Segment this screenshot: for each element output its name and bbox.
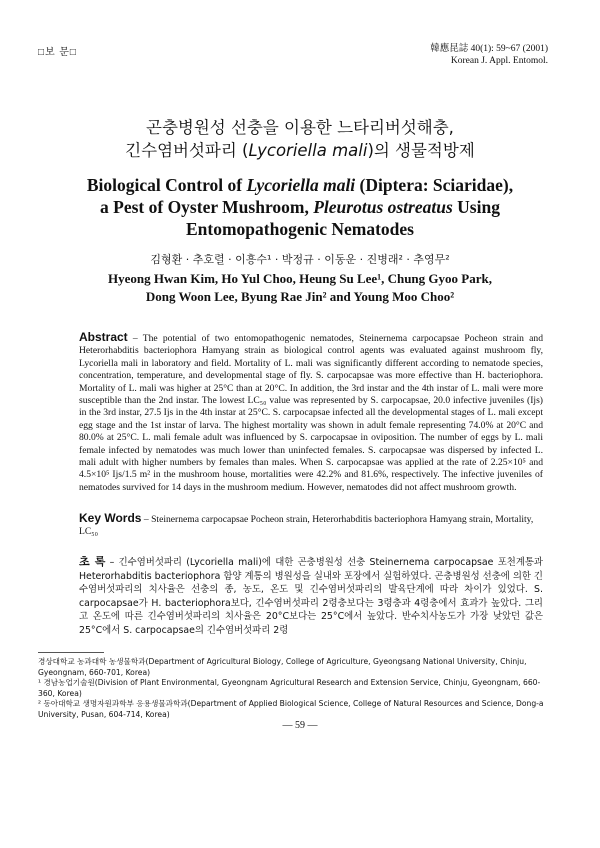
english-title-line2-part1: a Pest of Oyster Mushroom, — [100, 197, 314, 217]
korean-authors: 김형환 · 추호렬 · 이흥수¹ · 박정규 · 이동운 · 진병래² · 추영무² — [150, 253, 450, 266]
english-title-line1-part1: Biological Control of — [86, 175, 247, 195]
korean-summary-text: – 긴수염버섯파리 (Lycoriella mali)에 대한 곤충병원성 선충 Steinernema carpocapsae 포천계통과 Heterorhabditis bacteriophora 함양 계통의 병원성을 실내와 포장에서 실험하였다. 곤충병원성 선충에 의한 긴수염버섯파리의 치사율은 선충의 종, 농도, 온도 및 긴수염버섯파리의 발육단계에 따라 차이가 있었다. S. carpocapsae가 H. bacteriophora보다, 긴수염버섯파리 2령충보다는 3령충과 4령충에서 효과가 높았다. 그리고 온도에 따른 긴수염버섯파리의 치사율은 20°C보다는 25°C에서 높았다. 반수치사농도가 가장 낮았던 값은 25°C에서 S. carpocapsae의 긴수염버섯파리 2령 — [79, 557, 543, 636]
english-authors — [0, 270, 600, 306]
english-authors-line1: Hyeong Hwan Kim, Ho Yul Choo, Heung Su Lee¹, Chung Gyoo Park, — [108, 271, 492, 286]
english-title-line2-part2: Using — [452, 197, 500, 217]
english-title-line2 — [0, 196, 600, 218]
english-title-line1 — [0, 174, 600, 196]
footnote-affiliation-main: 경상대학교 농과대학 농생물학과(Department of Agricultural Biology, College of Agriculture, Gyeongsang National University, Chinju, Gyeongnam, 660-701, Korea) — [38, 657, 527, 677]
korean-summary — [79, 555, 543, 638]
page-number: — 59 — — [282, 720, 318, 731]
english-authors-line2: Dong Woon Lee, Byung Rae Jin² and Young Moo Choo² — [145, 289, 455, 304]
english-title-species: Lycoriella mali — [246, 175, 356, 195]
journal-header — [430, 43, 548, 67]
english-title-host: Pleurotus ostreatus — [313, 197, 453, 217]
journal-name: Korean J. Appl. Entomol. — [450, 56, 548, 66]
korean-summary-label: 초 록 — [79, 555, 106, 568]
english-title-line3: Entomopathogenic Nematodes — [186, 219, 414, 239]
english-title — [0, 174, 600, 240]
english-title-line1-part2: (Diptera: Sciaridae), — [355, 175, 514, 195]
abstract-label: Abstract — [79, 330, 128, 344]
korean-title — [0, 116, 600, 162]
korean-title-line2-part2: )의 생물적방제 — [367, 141, 475, 160]
footnote-affiliation-1: ¹ 경남농업기술원(Division of Plant Environmental, Gyeongnam Agricultural Research and Extension Service, Chinju, Gyeongnam, 660-360, Korea) — [38, 678, 541, 698]
journal-reference: 韓應昆誌 40(1): 59~67 (2001) — [430, 44, 548, 54]
footnotes — [38, 657, 550, 720]
abstract-text: – The potential of two entomopathogenic nematodes, Steinernema carpocapsae Pocheon strain and Heterorhabditis bacteriophora Hamyang strain as biological control agents was evaluated against mushroom fly, Lycoriella mali in laboratory and field. Mortality of L. mali was significantly different according to nematode species, concentration, temperature, and developmental stage of fly. S. carpocapsae was more effective than H. bacteriophora. Mortality of L. mali was higher at 25°C than at 20°C. In addition, the 3rd instar and the 4th instar of L. mali were more susceptible than the 2nd instar. The lowest LC₅₀ value was represented by S. carpocapsae, 20.0 infective juveniles (Ijs) in the 3rd instar, 27.5 Ijs in the 4th instar at 25°C. S. carpocapsae infected all the developmental stages of L. mali except egg stage and the 1st instar of larva. The highest mortality was shown in adult female representing 74.0% at 20°C and 80.0% at 25°C. L. mali female adult was influenced by S. carpocapsae in oviposition. The number of eggs by L. mali female infected by nematodes was much lower than uninfected females. S. carpocapsae was dispersed by infected L. mali adult with higher numbers by females than males. When S. carpocapsae was applied at the rate of 2.25×10⁵ and 4.5×10⁵ Ijs/1.5 m² in the mushroom house, mortalities were 42.2% and 81.6%, respectively. The infective juveniles of nematodes survived for 14 days in the mushroom medium. However, nematodes did not affect mushroom growth. — [79, 333, 543, 493]
abstract — [79, 331, 543, 494]
keywords — [79, 512, 543, 539]
footnote-affiliation-2: ² 동아대학교 생명자원과학부 응용생물과학과(Department of Applied Biological Science, College of Natural Resources and Science, Dong-a University, Pusan, 604-714, Korea) — [38, 699, 544, 719]
korean-title-species: Lycoriella mali — [248, 141, 368, 160]
keywords-text: – Steinernema carpocapsae Pocheon strain, Heterorhabditis bacteriophora Hamyang strain, Mortality, LC₅₀ — [79, 514, 534, 538]
footnote-divider — [38, 652, 104, 653]
section-label: □보 문□ — [38, 47, 77, 58]
korean-title-line2-part1: 긴수염버섯파리 ( — [125, 141, 249, 160]
keywords-label: Key Words — [79, 511, 142, 525]
korean-title-line2 — [0, 139, 600, 162]
korean-title-line1: 곤충병원성 선충을 이용한 느타리버섯해충, — [146, 118, 454, 137]
